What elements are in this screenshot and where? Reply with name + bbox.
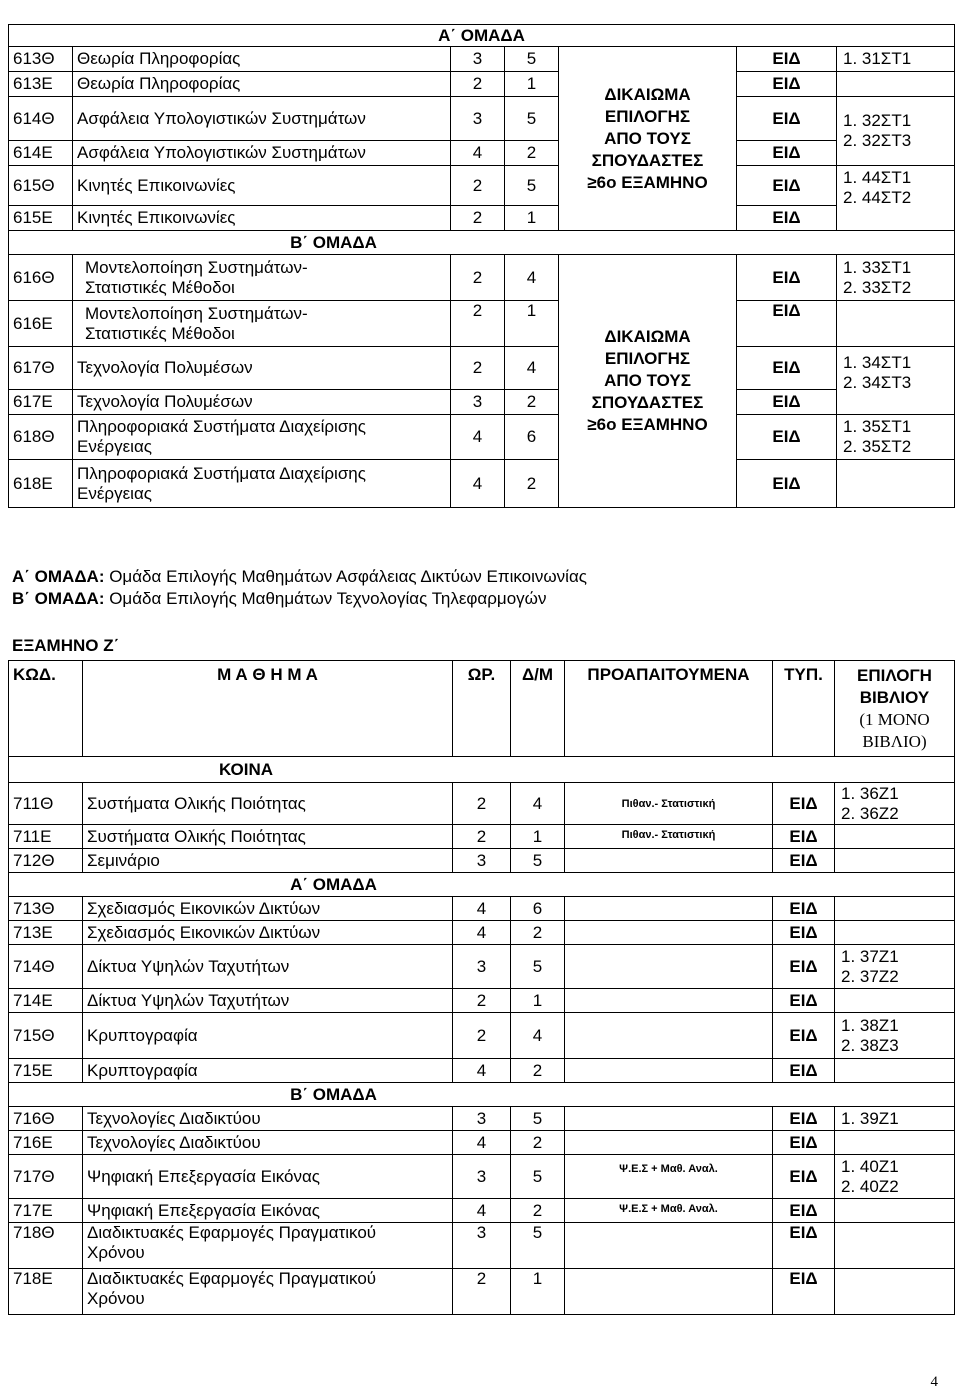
book-choice: [835, 989, 955, 1013]
book-choice: [835, 921, 955, 945]
legend-group-b: [12, 588, 587, 610]
course-name: Πληροφοριακά Συστήματα Διαχείρισης Ενέργειας: [73, 415, 451, 460]
group-header-common: ΚΟΙΝΑ: [9, 757, 955, 783]
course-dm: 5: [505, 166, 559, 206]
course-code: 716Ε: [9, 1131, 83, 1155]
legend: [12, 566, 587, 610]
book-choice-empty: [837, 301, 955, 347]
course-name: Πληροφοριακά Συστήματα Διαχείρισης Ενέργειας: [73, 460, 451, 508]
course-dm: 4: [505, 347, 559, 390]
course-type: ΕΙΔ: [773, 921, 835, 945]
course-hours: 3: [453, 945, 511, 989]
course-type: ΕΙΔ: [773, 1131, 835, 1155]
course-type: ΕΙΔ: [773, 1013, 835, 1059]
course-code: 717Θ: [9, 1155, 83, 1199]
course-code: 616Θ: [9, 255, 73, 301]
course-name: Συστήματα Ολικής Ποιότητας: [83, 783, 453, 825]
book-choice: [835, 1131, 955, 1155]
course-name: Διαδικτυακές Εφαρμογές Πραγματικού Χρόνου: [83, 1223, 453, 1269]
course-name: Κινητές Επικοινωνίες: [73, 206, 451, 231]
header-dm: Δ/Μ: [511, 661, 565, 757]
course-name: Τεχνολογία Πολυμέσων: [73, 347, 451, 390]
course-dm: 2: [511, 921, 565, 945]
course-name: Κρυπτογραφία: [83, 1013, 453, 1059]
course-name: Ασφάλεια Υπολογιστικών Συστημάτων: [73, 97, 451, 141]
course-type: ΕΙΔ: [737, 72, 837, 97]
course-prereq: Πιθαν.- Στατιστική: [565, 783, 773, 825]
course-hours: 4: [453, 1131, 511, 1155]
course-code: 715Ε: [9, 1059, 83, 1083]
course-dm: 4: [505, 255, 559, 301]
course-name: Κρυπτογραφία: [83, 1059, 453, 1083]
course-prereq: [565, 1107, 773, 1131]
course-code: 712Θ: [9, 849, 83, 873]
course-dm: 6: [511, 897, 565, 921]
course-dm: 5: [511, 1223, 565, 1269]
prerequisite-note-a: ΔΙΚΑΙΩΜΑ ΕΠΙΛΟΓΗΣ ΑΠΟ ΤΟΥΣ ΣΠΟΥΔΑΣΤΕΣ ≥6ο ΕΞΑΜΗΝΟ: [559, 47, 737, 231]
course-code: 616Ε: [9, 301, 73, 347]
course-hours: 3: [453, 1223, 511, 1269]
course-type: ΕΙΔ: [773, 1059, 835, 1083]
course-prereq: [565, 1059, 773, 1083]
course-code: 718Θ: [9, 1223, 83, 1269]
course-hours: 2: [451, 166, 505, 206]
course-hours: 2: [451, 255, 505, 301]
group-header-a: Α΄ ΟΜΑΔΑ: [9, 25, 955, 47]
course-hours: 2: [453, 783, 511, 825]
course-dm: 1: [511, 989, 565, 1013]
header-book: [835, 661, 955, 757]
course-code: 711Θ: [9, 783, 83, 825]
course-hours: 4: [453, 1059, 511, 1083]
course-hours: 2: [451, 347, 505, 390]
course-type: ΕΙΔ: [773, 1155, 835, 1199]
course-hours: 4: [453, 921, 511, 945]
book-choice: [835, 1059, 955, 1083]
course-hours: 2: [453, 1013, 511, 1059]
group-header-b: Β΄ ΟΜΑΔΑ: [9, 1083, 955, 1107]
book-choice: [835, 825, 955, 849]
book-choice-empty: [837, 460, 955, 508]
course-dm: 1: [511, 1269, 565, 1315]
group-header-b: Β΄ ΟΜΑΔΑ: [9, 231, 955, 255]
course-name: Δίκτυα Υψηλών Ταχυτήτων: [83, 945, 453, 989]
course-hours: 2: [451, 301, 505, 347]
book-choice: 1. 37Ζ1 2. 37Ζ2: [835, 945, 955, 989]
course-hours: 4: [451, 460, 505, 508]
course-type: ΕΙΔ: [773, 783, 835, 825]
course-dm: 5: [511, 1155, 565, 1199]
course-hours: 4: [451, 141, 505, 166]
book-choice-empty: [837, 72, 955, 97]
course-hours: 3: [453, 849, 511, 873]
course-name: Ψηφιακή Επεξεργασία Εικόνας: [83, 1155, 453, 1199]
course-type: ΕΙΔ: [773, 945, 835, 989]
course-type: ΕΙΔ: [737, 166, 837, 206]
semester-title: ΕΞΑΜΗΝΟ Ζ΄: [12, 636, 120, 655]
book-choice: [835, 1199, 955, 1223]
group-header-a: Α΄ ΟΜΑΔΑ: [9, 873, 955, 897]
course-hours: 2: [453, 1269, 511, 1315]
book-choice: 1. 36Ζ1 2. 36Ζ2: [835, 783, 955, 825]
course-hours: 4: [451, 415, 505, 460]
course-name: Σχεδιασμός Εικονικών Δικτύων: [83, 897, 453, 921]
book-choice: 1. 39Ζ1: [835, 1107, 955, 1131]
course-hours: 2: [453, 989, 511, 1013]
course-dm: 2: [511, 1059, 565, 1083]
course-code: 614Ε: [9, 141, 73, 166]
course-dm: 5: [511, 849, 565, 873]
course-prereq: [565, 1131, 773, 1155]
book-choice: 1. 40Ζ1 2. 40Ζ2: [835, 1155, 955, 1199]
course-prereq: Πιθαν.- Στατιστική: [565, 825, 773, 849]
course-dm: 5: [511, 1107, 565, 1131]
course-code: 613Θ: [9, 47, 73, 72]
book-choice: 1. 38Ζ1 2. 38Ζ3: [835, 1013, 955, 1059]
course-code: 715Θ: [9, 1013, 83, 1059]
book-choice: [835, 897, 955, 921]
course-hours: 2: [453, 825, 511, 849]
course-prereq: Ψ.Ε.Σ + Μαθ. Αναλ.: [565, 1155, 773, 1199]
course-prereq: [565, 989, 773, 1013]
course-dm: 1: [505, 301, 559, 347]
course-code: 713Θ: [9, 897, 83, 921]
course-type: ΕΙΔ: [773, 1269, 835, 1315]
course-dm: 2: [511, 1199, 565, 1223]
course-hours: 3: [453, 1107, 511, 1131]
course-hours: 4: [453, 897, 511, 921]
header-course: Μ Α Θ Η Μ Α: [83, 661, 453, 757]
course-code: 617Θ: [9, 347, 73, 390]
book-choice: 1. 31ΣΤ1: [837, 47, 955, 72]
course-code: 618Θ: [9, 415, 73, 460]
course-type: ΕΙΔ: [773, 897, 835, 921]
course-name: Συστήματα Ολικής Ποιότητας: [83, 825, 453, 849]
course-prereq: [565, 897, 773, 921]
course-name: Κινητές Επικοινωνίες: [73, 166, 451, 206]
course-dm: 6: [505, 415, 559, 460]
course-code: 615Ε: [9, 206, 73, 231]
course-type: ΕΙΔ: [773, 1107, 835, 1131]
course-hours: 4: [453, 1199, 511, 1223]
course-dm: 2: [505, 390, 559, 415]
course-code: 714Ε: [9, 989, 83, 1013]
course-code: 714Θ: [9, 945, 83, 989]
course-dm: 2: [511, 1131, 565, 1155]
book-choice: 1. 35ΣΤ1 2. 35ΣΤ2: [837, 415, 955, 460]
course-prereq: [565, 1013, 773, 1059]
page-number: 4: [930, 1374, 938, 1390]
header-book-note: (1 ΜΟΝΟ ΒΙΒΛΙΟ): [859, 710, 930, 751]
course-name: Ασφάλεια Υπολογιστικών Συστημάτων: [73, 141, 451, 166]
course-type: ΕΙΔ: [773, 1223, 835, 1269]
course-prereq: [565, 1223, 773, 1269]
course-dm: 4: [511, 1013, 565, 1059]
header-book-title: ΕΠΙΛΟΓΗ ΒΙΒΛΙΟΥ: [857, 666, 932, 707]
course-name: Μοντελοποίηση Συστημάτων-Στατιστικές Μέθοδοι: [73, 255, 451, 301]
legend-b-label: Β΄ ΟΜΑΔΑ:: [12, 589, 105, 608]
header-type: ΤΥΠ.: [773, 661, 835, 757]
course-prereq: [565, 1269, 773, 1315]
course-type: ΕΙΔ: [773, 849, 835, 873]
course-prereq: [565, 945, 773, 989]
header-hours: ΩΡ.: [453, 661, 511, 757]
course-code: 718Ε: [9, 1269, 83, 1315]
course-type: ΕΙΔ: [737, 301, 837, 347]
course-type: ΕΙΔ: [737, 97, 837, 141]
course-name: Θεωρία Πληροφορίας: [73, 47, 451, 72]
course-code: 713Ε: [9, 921, 83, 945]
course-hours: 3: [451, 47, 505, 72]
course-type: ΕΙΔ: [737, 390, 837, 415]
course-dm: 1: [511, 825, 565, 849]
elective-table-6th: [8, 24, 955, 508]
course-dm: 1: [505, 206, 559, 231]
course-dm: 5: [505, 97, 559, 141]
course-code: 614Θ: [9, 97, 73, 141]
book-choice: 1. 34ΣΤ1 2. 34ΣΤ3: [837, 347, 955, 415]
course-prereq: [565, 921, 773, 945]
course-type: ΕΙΔ: [737, 47, 837, 72]
book-choice: 1. 33ΣΤ1 2. 33ΣΤ2: [837, 255, 955, 301]
course-dm: 5: [511, 945, 565, 989]
course-code: 613Ε: [9, 72, 73, 97]
course-name: Σεμινάριο: [83, 849, 453, 873]
course-hours: 3: [451, 390, 505, 415]
course-dm: 2: [505, 141, 559, 166]
course-type: ΕΙΔ: [737, 206, 837, 231]
course-code: 617Ε: [9, 390, 73, 415]
course-type: ΕΙΔ: [737, 255, 837, 301]
course-code: 716Θ: [9, 1107, 83, 1131]
course-dm: 5: [505, 47, 559, 72]
course-name: Ψηφιακή Επεξεργασία Εικόνας: [83, 1199, 453, 1223]
course-dm: 2: [505, 460, 559, 508]
header-prereq: ΠΡΟΑΠΑΙΤΟΥΜΕΝΑ: [565, 661, 773, 757]
course-code: 711Ε: [9, 825, 83, 849]
course-prereq: Ψ.Ε.Σ + Μαθ. Αναλ.: [565, 1199, 773, 1223]
course-code: 717Ε: [9, 1199, 83, 1223]
course-prereq: [565, 849, 773, 873]
course-dm: 4: [511, 783, 565, 825]
course-hours: 3: [453, 1155, 511, 1199]
courses-table-7th: [8, 660, 955, 1315]
course-name: Μοντελοποίηση Συστημάτων-Στατιστικές Μέθοδοι: [73, 301, 451, 347]
course-dm: 1: [505, 72, 559, 97]
course-name: Τεχνολογία Πολυμέσων: [73, 390, 451, 415]
course-code: 615Θ: [9, 166, 73, 206]
legend-group-a: [12, 566, 587, 588]
course-type: ΕΙΔ: [737, 347, 837, 390]
legend-a-text: Ομάδα Επιλογής Μαθημάτων Ασφάλειας Δικτύων Επικοινωνίας: [104, 567, 587, 586]
course-hours: 2: [451, 206, 505, 231]
course-name: Διαδικτυακές Εφαρμογές Πραγματικού Χρόνου: [83, 1269, 453, 1315]
header-code: ΚΩΔ.: [9, 661, 83, 757]
course-name: Τεχνολογίες Διαδικτύου: [83, 1131, 453, 1155]
course-hours: 2: [451, 72, 505, 97]
book-choice: 1. 32ΣΤ1 2. 32ΣΤ3: [837, 97, 955, 166]
course-name: Τεχνολογίες Διαδικτύου: [83, 1107, 453, 1131]
legend-a-label: Α΄ ΟΜΑΔΑ:: [12, 567, 105, 586]
course-type: ΕΙΔ: [737, 460, 837, 508]
book-choice: [835, 1269, 955, 1315]
book-choice: 1. 44ΣΤ1 2. 44ΣΤ2: [837, 166, 955, 231]
course-type: ΕΙΔ: [773, 825, 835, 849]
course-type: ΕΙΔ: [737, 415, 837, 460]
book-choice: [835, 849, 955, 873]
book-choice: [835, 1223, 955, 1269]
course-code: 618Ε: [9, 460, 73, 508]
course-name: Δίκτυα Υψηλών Ταχυτήτων: [83, 989, 453, 1013]
legend-b-text: Ομάδα Επιλογής Μαθημάτων Τεχνολογίας Τηλεφαρμογών: [104, 589, 547, 608]
course-name: Σχεδιασμός Εικονικών Δικτύων: [83, 921, 453, 945]
course-name: Θεωρία Πληροφορίας: [73, 72, 451, 97]
prerequisite-note-b: ΔΙΚΑΙΩΜΑ ΕΠΙΛΟΓΗΣ ΑΠΟ ΤΟΥΣ ΣΠΟΥΔΑΣΤΕΣ ≥6ο ΕΞΑΜΗΝΟ: [559, 255, 737, 508]
course-type: ΕΙΔ: [737, 141, 837, 166]
course-hours: 3: [451, 97, 505, 141]
course-type: ΕΙΔ: [773, 1199, 835, 1223]
course-type: ΕΙΔ: [773, 989, 835, 1013]
